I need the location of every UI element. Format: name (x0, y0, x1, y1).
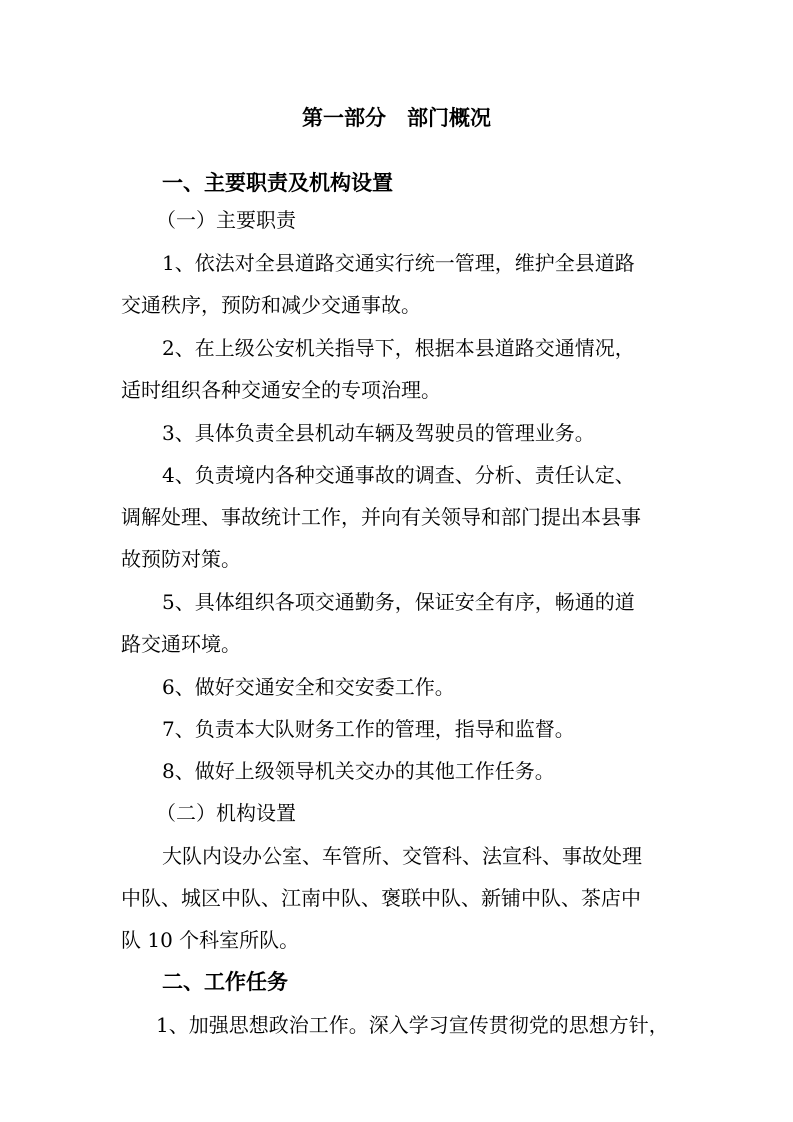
duty-5-line-2: 路交通环境。 (121, 632, 241, 656)
duty-3-line-1: 3、具体负责全县机动车辆及驾驶员的管理业务。 (162, 421, 595, 445)
duty-4-line-1: 4、负责境内各种交通事故的调查、分析、责任认定、 (162, 463, 635, 487)
duty-4-line-3: 故预防对策。 (121, 547, 241, 571)
duty-7-line-1: 7、负责本大队财务工作的管理，指导和监督。 (162, 717, 575, 741)
duty-2-line-1: 2、在上级公安机关指导下，根据本县道路交通情况， (162, 336, 635, 360)
page-title: 第一部分 部门概况 (302, 106, 491, 130)
structure-line-2: 中队、城区中队、江南中队、褒联中队、新铺中队、茶店中 (121, 886, 641, 910)
section-heading-duties-and-structure: 一、主要职责及机构设置 (162, 171, 393, 195)
task-1-line-1: 1、加强思想政治工作。深入学习宣传贯彻党的思想方针， (156, 1013, 669, 1037)
duty-1-line-1: 1、依法对全县道路交通实行统一管理，维护全县道路 (162, 251, 635, 275)
subsection-heading-main-duties: （一）主要职责 (156, 208, 296, 232)
duty-6-line-1: 6、做好交通安全和交安委工作。 (162, 675, 455, 699)
duty-5-line-1: 5、具体组织各项交通勤务，保证安全有序，畅通的道 (162, 590, 635, 614)
duty-2-line-2: 适时组织各种交通安全的专项治理。 (121, 378, 441, 402)
structure-line-3: 队 10 个科室所队。 (121, 928, 300, 952)
section-heading-work-tasks: 二、工作任务 (162, 970, 288, 994)
subsection-heading-structure: （二）机构设置 (156, 801, 296, 825)
duty-1-line-2: 交通秩序，预防和减少交通事故。 (121, 293, 421, 317)
structure-line-1: 大队内设办公室、车管所、交管科、法宣科、事故处理 (162, 844, 642, 868)
duty-8-line-1: 8、做好上级领导机关交办的其他工作任务。 (162, 759, 555, 783)
duty-4-line-2: 调解处理、事故统计工作，并向有关领导和部门提出本县事 (121, 505, 641, 529)
